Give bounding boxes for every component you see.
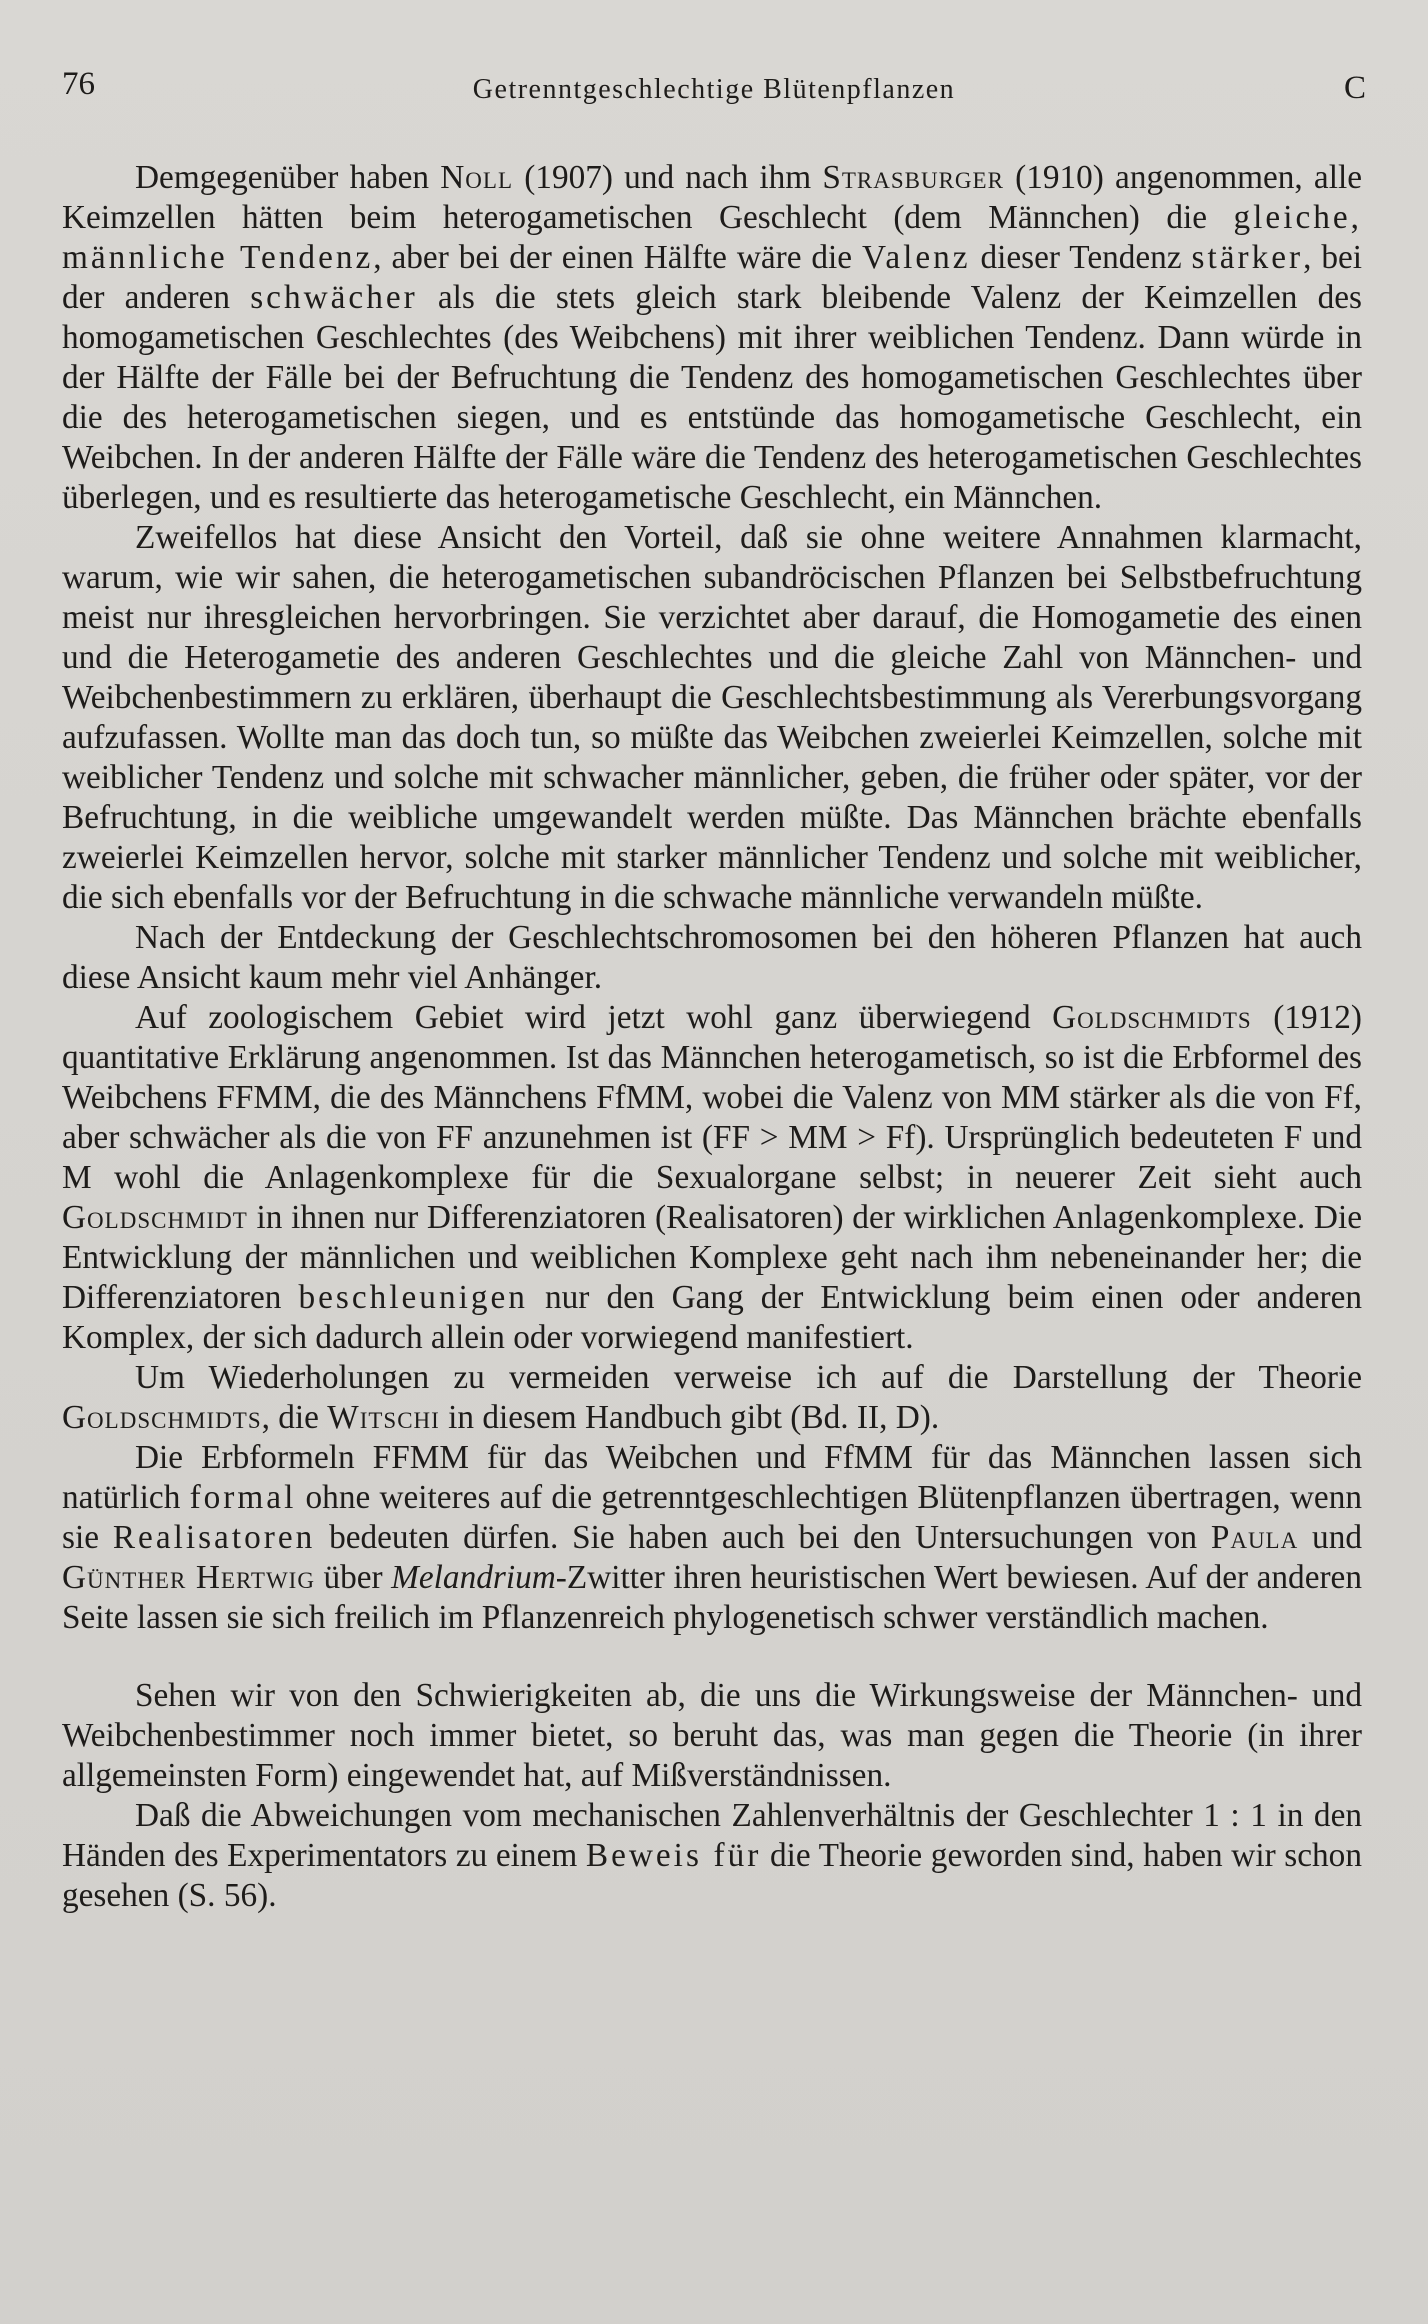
genus-name: Melandrium <box>391 1559 556 1596</box>
paragraph-7: Sehen wir von den Schwierigkeiten ab, die uns die Wirkungsweise der Männchen- und Weibchenbestimmer noch immer bietet, so beruht das, was man gegen die Theorie (in ihrer allgemeinsten Form) eingewendet hat, auf Mißverständnissen. <box>62 1677 1362 1794</box>
text-run: (1910) angenommen, alle Keimzellen hätten beim heterogametischen Geschlecht (dem Männchen) die <box>62 159 1362 236</box>
paragraph-8 <box>62 1796 1362 1916</box>
paragraph-2: Zweifellos hat diese Ansicht den Vorteil, daß sie ohne weitere Annahmen klarmacht, warum, wie wir sahen, die heterogametischen subandröcischen Pflanzen bei Selbstbefruchtung meist nur ihresgleichen hervorbringen. Sie verzichtet aber darauf, die Homogametie des einen und die Heterogametie des anderen Geschlechtes und die gleiche Zahl von Männchen- und Weibchenbestimmern zu erklären, überhaupt die Geschlechtsbestimmung als Vererbungsvorgang aufzufassen. Wollte man das doch tun, so müßte das Weibchen zweierlei Keimzellen, solche mit weiblicher Tendenz und solche mit schwacher männlicher, geben, die früher oder später, vor der Befruchtung, in die weibliche umgewandelt werden müßte. Das Männchen brächte ebenfalls zweierlei Keimzellen hervor, solche mit starker männlicher Tendenz und solche mit weiblicher, die sich ebenfalls vor der Befruchtung in die schwache männliche verwandeln müßte. <box>62 519 1362 916</box>
running-title: Getrenntgeschlechtige Blütenpflanzen <box>472 74 956 105</box>
author-name: Goldschmidt <box>62 1199 248 1236</box>
text-run: Um Wiederholungen zu vermeiden verweise ich auf die Darstellung der Theorie <box>135 1359 1362 1396</box>
section-letter: C <box>1343 70 1366 106</box>
paragraph-1 <box>62 158 1362 518</box>
text-run: ohne weiteres auf die getrenntgeschlechtigen Blütenpflanzen übertragen, wenn sie <box>62 1479 1363 1556</box>
spaced-emphasis: Beweis für <box>585 1837 762 1874</box>
paragraph-5 <box>62 1358 1362 1438</box>
text-run: dieser Tendenz <box>970 239 1192 276</box>
spaced-emphasis: schwächer <box>250 279 418 316</box>
text-run: Auf zoologischem Gebiet wird jetzt wohl ganz überwiegend <box>135 999 1053 1036</box>
text-run: in ihnen nur Differenziatoren (Realisatoren) der wirklichen Anlagenkomplexe. Die Entwicklung der männlichen und weiblichen Komplexe geht nach ihm nebeneinander her; die Differenziatoren <box>62 1199 1362 1316</box>
body-text <box>62 158 1362 1916</box>
text-run: -Zwitter ihren heuristischen Wert bewiesen. Auf der anderen Seite lassen sie sich freilich im Pflanzenreich phylogenetisch schwer verständlich machen. <box>62 1559 1362 1636</box>
spaced-emphasis: beschleunigen <box>298 1279 528 1316</box>
text-run: als die stets gleich stark bleibende Valenz der Keimzellen des homogametischen Geschlechtes (des Weibchens) mit ihrer weiblichen Tendenz. Dann würde in der Hälfte der Fälle bei der Befruchtung die Tendenz des homogametischen Geschlechtes über die des heterogametischen siegen, und es entstünde das homogametische Geschlecht, ein Weibchen. In der anderen Hälfte der Fälle wäre die Tendenz des heterogametischen Geschlechtes überlegen, und es resultierte das heterogametische Geschlecht, ein Männchen. <box>62 279 1362 516</box>
author-name: Günther Hertwig <box>62 1559 315 1596</box>
spaced-emphasis: stärker <box>1191 239 1304 276</box>
author-name: Paula <box>1210 1519 1299 1556</box>
page-number: 76 <box>62 66 95 102</box>
author-name: Goldschmidts <box>62 1399 262 1436</box>
spaced-emphasis: Realisatoren <box>112 1519 316 1556</box>
author-name: Goldschmidts <box>1052 999 1252 1036</box>
text-run: (1912) quantitative Erklärung angenommen. Ist das Männchen heterogametisch, so ist die Erbformel des Weibchens FFMM, die des Männchens FfMM, wobei die Valenz von MM stärker als die von Ff, aber schwächer als die von FF anzunehmen ist (FF > MM > Ff). Ursprünglich bedeuteten F und M wohl die Anlagenkomplexe für die Sexualorgane selbst; in neuerer Zeit sieht auch <box>62 999 1362 1196</box>
paragraph-3: Nach der Entdeckung der Geschlechtschromosomen bei den höheren Pflanzen hat auch diese Ansicht kaum mehr viel Anhänger. <box>62 919 1362 996</box>
text-run: , aber bei der einen Hälfte wäre die <box>373 239 862 276</box>
text-run: (1907) und nach ihm <box>513 159 823 196</box>
text-run: und <box>1298 1519 1362 1556</box>
text-run: nur den Gang der Entwicklung beim einen oder anderen Komplex, der sich dadurch allein oder vorwiegend manifestiert. <box>62 1279 1363 1356</box>
text-run: die Theorie geworden sind, haben wir schon gesehen (S. 56). <box>62 1837 1362 1914</box>
author-name: Witschi <box>327 1399 440 1436</box>
text-run: Daß die Abweichungen vom mechanischen Zahlenverhältnis der Geschlechter 1 : 1 in den Händen des Experimentators zu einem <box>62 1797 1362 1874</box>
text-run: Demgegenüber haben <box>135 159 441 196</box>
spaced-emphasis: formal <box>189 1479 297 1516</box>
author-name: Noll <box>440 159 514 196</box>
paragraph-4 <box>62 998 1362 1358</box>
text-run: bedeuten dürfen. Sie haben auch bei den Untersuchungen von <box>315 1519 1211 1556</box>
text-run: , die <box>261 1399 328 1436</box>
text-run: über <box>314 1559 392 1596</box>
text-run: Die Erbformeln FFMM für das Weibchen und FfMM für das Männchen lassen sich natürlich <box>62 1439 1362 1516</box>
spaced-emphasis: Valenz <box>862 239 971 276</box>
text-run: , bei der anderen <box>62 239 1363 316</box>
running-header <box>62 66 1366 126</box>
spaced-emphasis: gleiche, männliche Tendenz <box>62 199 1362 276</box>
paragraph-6 <box>62 1438 1362 1638</box>
author-name: Strasburger <box>822 159 1004 196</box>
text-run: in diesem Handbuch gibt (Bd. II, D). <box>439 1399 940 1436</box>
